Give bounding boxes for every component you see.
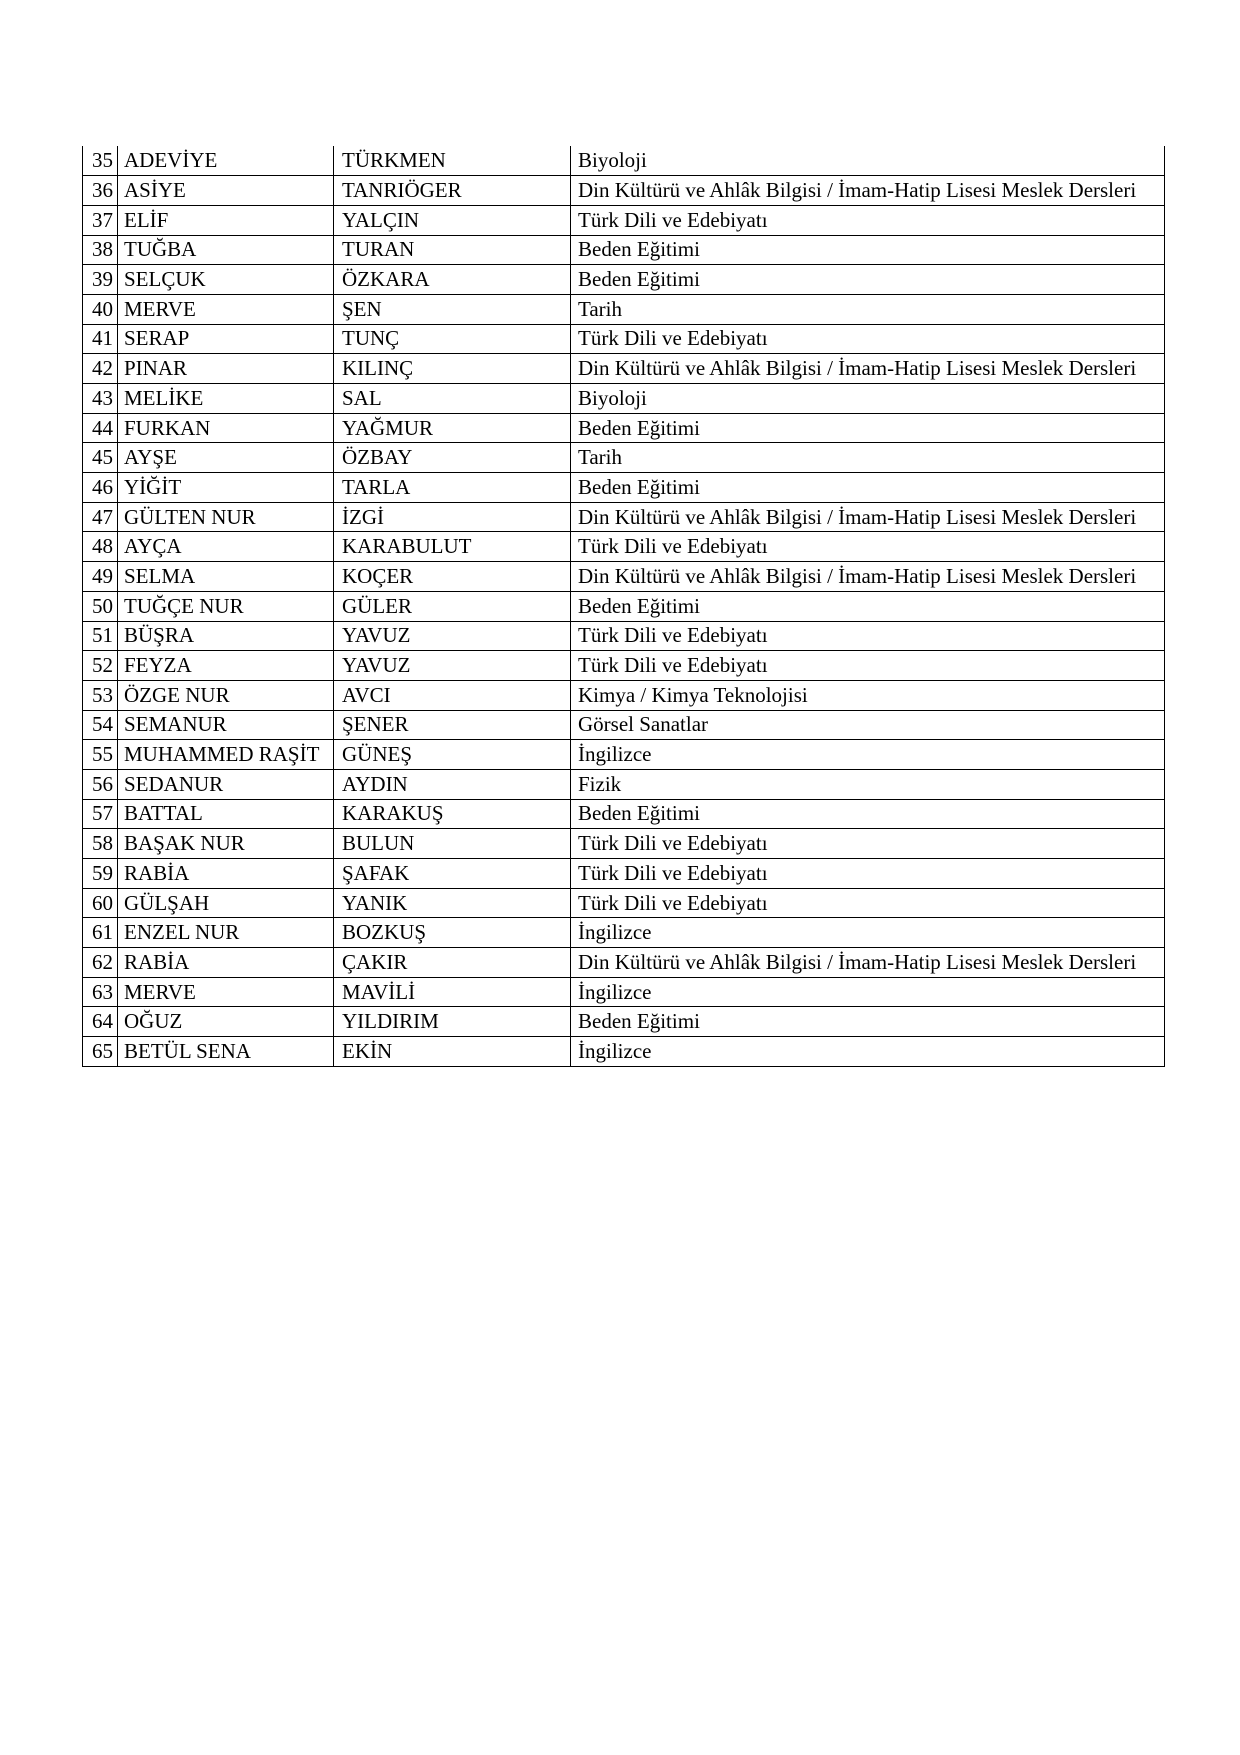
first-name-cell: SELÇUK <box>118 265 334 295</box>
branch-cell: Türk Dili ve Edebiyatı <box>571 621 1165 651</box>
branch-cell: Din Kültürü ve Ahlâk Bilgisi / İmam-Hatip Lisesi Meslek Dersleri <box>571 354 1165 384</box>
first-name-cell: ADEVİYE <box>118 146 334 176</box>
row-number-cell: 61 <box>83 918 118 948</box>
branch-cell: Türk Dili ve Edebiyatı <box>571 205 1165 235</box>
last-name-cell: MAVİLİ <box>334 977 571 1007</box>
table-row <box>83 294 1165 324</box>
teacher-list-table <box>82 146 1165 1067</box>
last-name-cell: TÜRKMEN <box>334 146 571 176</box>
first-name-cell: MUHAMMED RAŞİT <box>118 740 334 770</box>
last-name-cell: ŞEN <box>334 294 571 324</box>
row-number-cell: 41 <box>83 324 118 354</box>
branch-cell: Beden Eğitimi <box>571 235 1165 265</box>
last-name-cell: YAĞMUR <box>334 413 571 443</box>
row-number-cell: 47 <box>83 502 118 532</box>
branch-cell: Beden Eğitimi <box>571 1007 1165 1037</box>
table-row <box>83 1007 1165 1037</box>
table-row <box>83 176 1165 206</box>
branch-cell: Din Kültürü ve Ahlâk Bilgisi / İmam-Hatip Lisesi Meslek Dersleri <box>571 502 1165 532</box>
last-name-cell: YAVUZ <box>334 651 571 681</box>
branch-cell: Türk Dili ve Edebiyatı <box>571 829 1165 859</box>
row-number-cell: 57 <box>83 799 118 829</box>
table-row <box>83 710 1165 740</box>
row-number-cell: 64 <box>83 1007 118 1037</box>
first-name-cell: ÖZGE NUR <box>118 680 334 710</box>
first-name-cell: BAŞAK NUR <box>118 829 334 859</box>
first-name-cell: GÜLTEN NUR <box>118 502 334 532</box>
branch-cell: Türk Dili ve Edebiyatı <box>571 888 1165 918</box>
last-name-cell: YAVUZ <box>334 621 571 651</box>
last-name-cell: YALÇIN <box>334 205 571 235</box>
table-row <box>83 888 1165 918</box>
last-name-cell: ÖZBAY <box>334 443 571 473</box>
first-name-cell: BÜŞRA <box>118 621 334 651</box>
first-name-cell: ENZEL NUR <box>118 918 334 948</box>
first-name-cell: RABİA <box>118 948 334 978</box>
first-name-cell: SEDANUR <box>118 769 334 799</box>
branch-cell: Beden Eğitimi <box>571 799 1165 829</box>
first-name-cell: GÜLŞAH <box>118 888 334 918</box>
last-name-cell: TURAN <box>334 235 571 265</box>
first-name-cell: SEMANUR <box>118 710 334 740</box>
branch-cell: Beden Eğitimi <box>571 265 1165 295</box>
first-name-cell: MERVE <box>118 977 334 1007</box>
last-name-cell: ŞENER <box>334 710 571 740</box>
table-row <box>83 354 1165 384</box>
branch-cell: Kimya / Kimya Teknolojisi <box>571 680 1165 710</box>
row-number-cell: 44 <box>83 413 118 443</box>
table-row <box>83 859 1165 889</box>
table-row <box>83 502 1165 532</box>
last-name-cell: ÇAKIR <box>334 948 571 978</box>
last-name-cell: TANRIÖGER <box>334 176 571 206</box>
table-row <box>83 918 1165 948</box>
row-number-cell: 62 <box>83 948 118 978</box>
row-number-cell: 38 <box>83 235 118 265</box>
last-name-cell: AVCI <box>334 680 571 710</box>
table-row <box>83 799 1165 829</box>
table-row <box>83 651 1165 681</box>
first-name-cell: AYÇA <box>118 532 334 562</box>
row-number-cell: 65 <box>83 1037 118 1067</box>
row-number-cell: 55 <box>83 740 118 770</box>
first-name-cell: SELMA <box>118 562 334 592</box>
last-name-cell: GÜLER <box>334 591 571 621</box>
branch-cell: İngilizce <box>571 740 1165 770</box>
first-name-cell: PINAR <box>118 354 334 384</box>
row-number-cell: 52 <box>83 651 118 681</box>
table-row <box>83 1037 1165 1067</box>
table-row <box>83 205 1165 235</box>
first-name-cell: MELİKE <box>118 384 334 414</box>
branch-cell: Biyoloji <box>571 384 1165 414</box>
row-number-cell: 53 <box>83 680 118 710</box>
table-row <box>83 680 1165 710</box>
first-name-cell: BETÜL SENA <box>118 1037 334 1067</box>
row-number-cell: 56 <box>83 769 118 799</box>
table-row <box>83 146 1165 176</box>
table-row <box>83 769 1165 799</box>
first-name-cell: ASİYE <box>118 176 334 206</box>
row-number-cell: 49 <box>83 562 118 592</box>
first-name-cell: ELİF <box>118 205 334 235</box>
branch-cell: Biyoloji <box>571 146 1165 176</box>
first-name-cell: RABİA <box>118 859 334 889</box>
row-number-cell: 35 <box>83 146 118 176</box>
row-number-cell: 59 <box>83 859 118 889</box>
branch-cell: Türk Dili ve Edebiyatı <box>571 651 1165 681</box>
table-row <box>83 829 1165 859</box>
last-name-cell: KARAKUŞ <box>334 799 571 829</box>
last-name-cell: KARABULUT <box>334 532 571 562</box>
first-name-cell: BATTAL <box>118 799 334 829</box>
last-name-cell: TARLA <box>334 473 571 503</box>
table-row <box>83 621 1165 651</box>
table-row <box>83 265 1165 295</box>
first-name-cell: TUĞÇE NUR <box>118 591 334 621</box>
branch-cell: Tarih <box>571 294 1165 324</box>
table-row <box>83 443 1165 473</box>
branch-cell: Tarih <box>571 443 1165 473</box>
branch-cell: Din Kültürü ve Ahlâk Bilgisi / İmam-Hatip Lisesi Meslek Dersleri <box>571 948 1165 978</box>
table-row <box>83 977 1165 1007</box>
first-name-cell: MERVE <box>118 294 334 324</box>
first-name-cell: YİĞİT <box>118 473 334 503</box>
last-name-cell: ŞAFAK <box>334 859 571 889</box>
row-number-cell: 58 <box>83 829 118 859</box>
branch-cell: Görsel Sanatlar <box>571 710 1165 740</box>
last-name-cell: BULUN <box>334 829 571 859</box>
table-row <box>83 591 1165 621</box>
last-name-cell: EKİN <box>334 1037 571 1067</box>
last-name-cell: GÜNEŞ <box>334 740 571 770</box>
branch-cell: Türk Dili ve Edebiyatı <box>571 859 1165 889</box>
table-row <box>83 324 1165 354</box>
table-row <box>83 948 1165 978</box>
row-number-cell: 63 <box>83 977 118 1007</box>
table-row <box>83 384 1165 414</box>
last-name-cell: ÖZKARA <box>334 265 571 295</box>
branch-cell: Türk Dili ve Edebiyatı <box>571 532 1165 562</box>
row-number-cell: 39 <box>83 265 118 295</box>
branch-cell: İngilizce <box>571 1037 1165 1067</box>
row-number-cell: 43 <box>83 384 118 414</box>
row-number-cell: 37 <box>83 205 118 235</box>
last-name-cell: İZGİ <box>334 502 571 532</box>
last-name-cell: TUNÇ <box>334 324 571 354</box>
first-name-cell: SERAP <box>118 324 334 354</box>
first-name-cell: TUĞBA <box>118 235 334 265</box>
teacher-list-body <box>83 146 1165 1066</box>
table-row <box>83 740 1165 770</box>
row-number-cell: 60 <box>83 888 118 918</box>
branch-cell: Din Kültürü ve Ahlâk Bilgisi / İmam-Hatip Lisesi Meslek Dersleri <box>571 562 1165 592</box>
table-row <box>83 473 1165 503</box>
branch-cell: İngilizce <box>571 977 1165 1007</box>
table-row <box>83 413 1165 443</box>
first-name-cell: OĞUZ <box>118 1007 334 1037</box>
last-name-cell: YILDIRIM <box>334 1007 571 1037</box>
last-name-cell: BOZKUŞ <box>334 918 571 948</box>
row-number-cell: 42 <box>83 354 118 384</box>
branch-cell: Beden Eğitimi <box>571 473 1165 503</box>
table-row <box>83 532 1165 562</box>
table-row <box>83 562 1165 592</box>
last-name-cell: YANIK <box>334 888 571 918</box>
row-number-cell: 51 <box>83 621 118 651</box>
table-row <box>83 235 1165 265</box>
row-number-cell: 54 <box>83 710 118 740</box>
row-number-cell: 36 <box>83 176 118 206</box>
row-number-cell: 45 <box>83 443 118 473</box>
first-name-cell: AYŞE <box>118 443 334 473</box>
branch-cell: Fizik <box>571 769 1165 799</box>
last-name-cell: SAL <box>334 384 571 414</box>
row-number-cell: 48 <box>83 532 118 562</box>
branch-cell: Din Kültürü ve Ahlâk Bilgisi / İmam-Hatip Lisesi Meslek Dersleri <box>571 176 1165 206</box>
first-name-cell: FURKAN <box>118 413 334 443</box>
first-name-cell: FEYZA <box>118 651 334 681</box>
branch-cell: Beden Eğitimi <box>571 591 1165 621</box>
last-name-cell: KILINÇ <box>334 354 571 384</box>
branch-cell: Türk Dili ve Edebiyatı <box>571 324 1165 354</box>
last-name-cell: AYDIN <box>334 769 571 799</box>
row-number-cell: 50 <box>83 591 118 621</box>
branch-cell: Beden Eğitimi <box>571 413 1165 443</box>
row-number-cell: 46 <box>83 473 118 503</box>
row-number-cell: 40 <box>83 294 118 324</box>
branch-cell: İngilizce <box>571 918 1165 948</box>
last-name-cell: KOÇER <box>334 562 571 592</box>
